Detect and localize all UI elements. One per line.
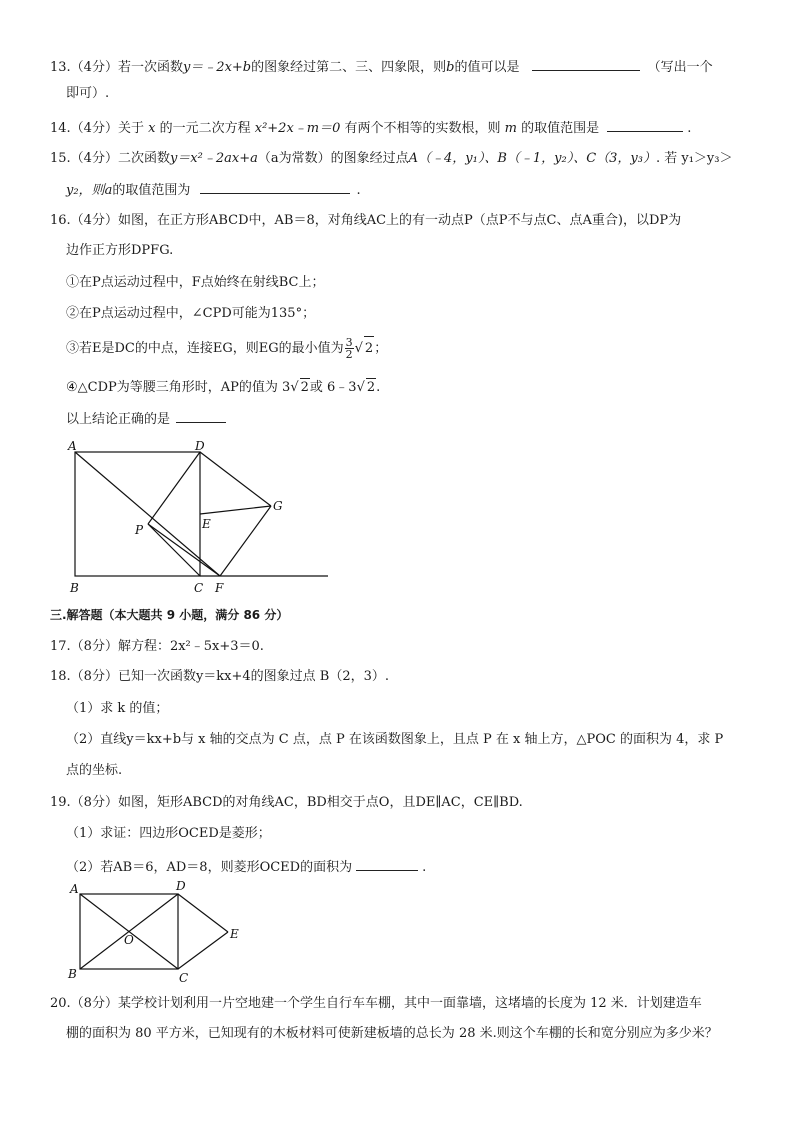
q14-line: 14.（4分）关于 x 的一元二次方程 x²+2x﹣m＝0 有两个不相等的实数根，则 m 的取值范围是 . xyxy=(50,118,691,138)
q18-part2-cont: 点的坐标. xyxy=(66,763,123,778)
q16-line1: 16.（4分）如图，在正方形ABCD中，AB＝8，对角线AC上的有一动点P（点P不与点C、点A重合)，以DP为 xyxy=(50,213,682,228)
q18-part1: （1）求 k 的值； xyxy=(66,701,169,716)
q15-answer-blank[interactable] xyxy=(200,180,350,194)
q16-figure xyxy=(60,434,340,599)
q19-figure xyxy=(64,880,254,988)
fig16-label-D: D xyxy=(195,439,205,453)
q16-statement-4: ④△CDP为等腰三角形时，AP的值为 3√ 2或 6﹣3√ 2. xyxy=(66,380,381,395)
q13-line2: 即可）. xyxy=(66,86,110,101)
fraction-3-over-2: $\frac{3}{2}$ xyxy=(345,336,353,361)
q16-answer-blank[interactable] xyxy=(176,409,226,423)
q19-part1: （1）求证：四边形OCED是菱形； xyxy=(66,826,271,841)
q14-answer-blank[interactable] xyxy=(607,118,683,132)
fig19-label-C: C xyxy=(179,971,189,985)
fig16-label-A: A xyxy=(68,439,77,453)
fig16-label-C: C xyxy=(194,581,204,595)
q15-line2: y₂，则a的取值范围为 . xyxy=(66,180,361,200)
fig19-label-B: B xyxy=(68,967,77,981)
fig19-label-A: A xyxy=(70,882,79,896)
q18-part2: （2）直线y＝kx+b与 x 轴的交点为 C 点，点 P 在该函数图象上，且点 P 在 x 轴上方，△POC 的面积为 4，求 P xyxy=(66,732,724,747)
q19-line1: 19.（8分）如图，矩形ABCD的对角线AC，BD相交于点O，且DE∥AC，CE∥BD. xyxy=(50,795,523,810)
fig16-label-G: G xyxy=(273,499,283,513)
fig16-label-P: P xyxy=(135,523,144,537)
fig19-label-E: E xyxy=(230,927,239,941)
q17-line: 17.（8分）解方程：2x²﹣5x+3＝0. xyxy=(50,639,264,654)
fig16-label-B: B xyxy=(70,581,79,595)
q15-line1: 15.（4分）二次函数y＝x²﹣2ax+a（a为常数）的图象经过点A（﹣4，y₁）、B（﹣1，y₂）、C（3，y₃）. 若 y₁＞y₃＞ xyxy=(50,151,733,166)
q19-part2: （2）若AB＝6，AD＝8，则菱形OCED的面积为 . xyxy=(66,857,426,877)
q13-answer-blank[interactable] xyxy=(532,57,640,71)
fig16-label-F: F xyxy=(215,581,224,595)
q16-statement-3: ③若E是DC的中点，连接EG，则EG的最小值为 $\frac{3}{2}$ √ 2； xyxy=(66,336,388,361)
fig19-label-O: O xyxy=(124,933,134,947)
q20-line1: 20.（8分）某学校计划利用一片空地建一个学生自行车车棚，其中一面靠墙，这堵墙的长度为 12 米．计划建造车 xyxy=(50,996,702,1011)
section-3-heading: 三.解答题（本大题共 9 小题，满分 86 分） xyxy=(50,608,289,622)
q13-line1: 13.（4分）若一次函数y＝﹣2x+b的图象经过第二、三、四象限，则b的值可以是 （写出一个 xyxy=(50,57,713,77)
q20-line2: 棚的面积为 80 平方米，已知现有的木板材料可使新建板墙的总长为 28 米.则这个车棚的长和宽分别应为多少米？ xyxy=(66,1026,718,1041)
fig19-label-D: D xyxy=(176,880,186,893)
q19-answer-blank[interactable] xyxy=(356,857,418,871)
q16-line2: 边作正方形DPFG. xyxy=(66,243,174,258)
q18-line1: 18.（8分）已知一次函数y＝kx+4的图象过点 B（2，3）. xyxy=(50,669,390,684)
q16-ask: 以上结论正确的是 xyxy=(66,409,226,429)
q16-statement-2: ②在P点运动过程中，∠CPD可能为135°； xyxy=(66,306,316,321)
fig16-label-E: E xyxy=(202,517,211,531)
q16-statement-1: ①在P点运动过程中，F点始终在射线BC上； xyxy=(66,275,325,290)
